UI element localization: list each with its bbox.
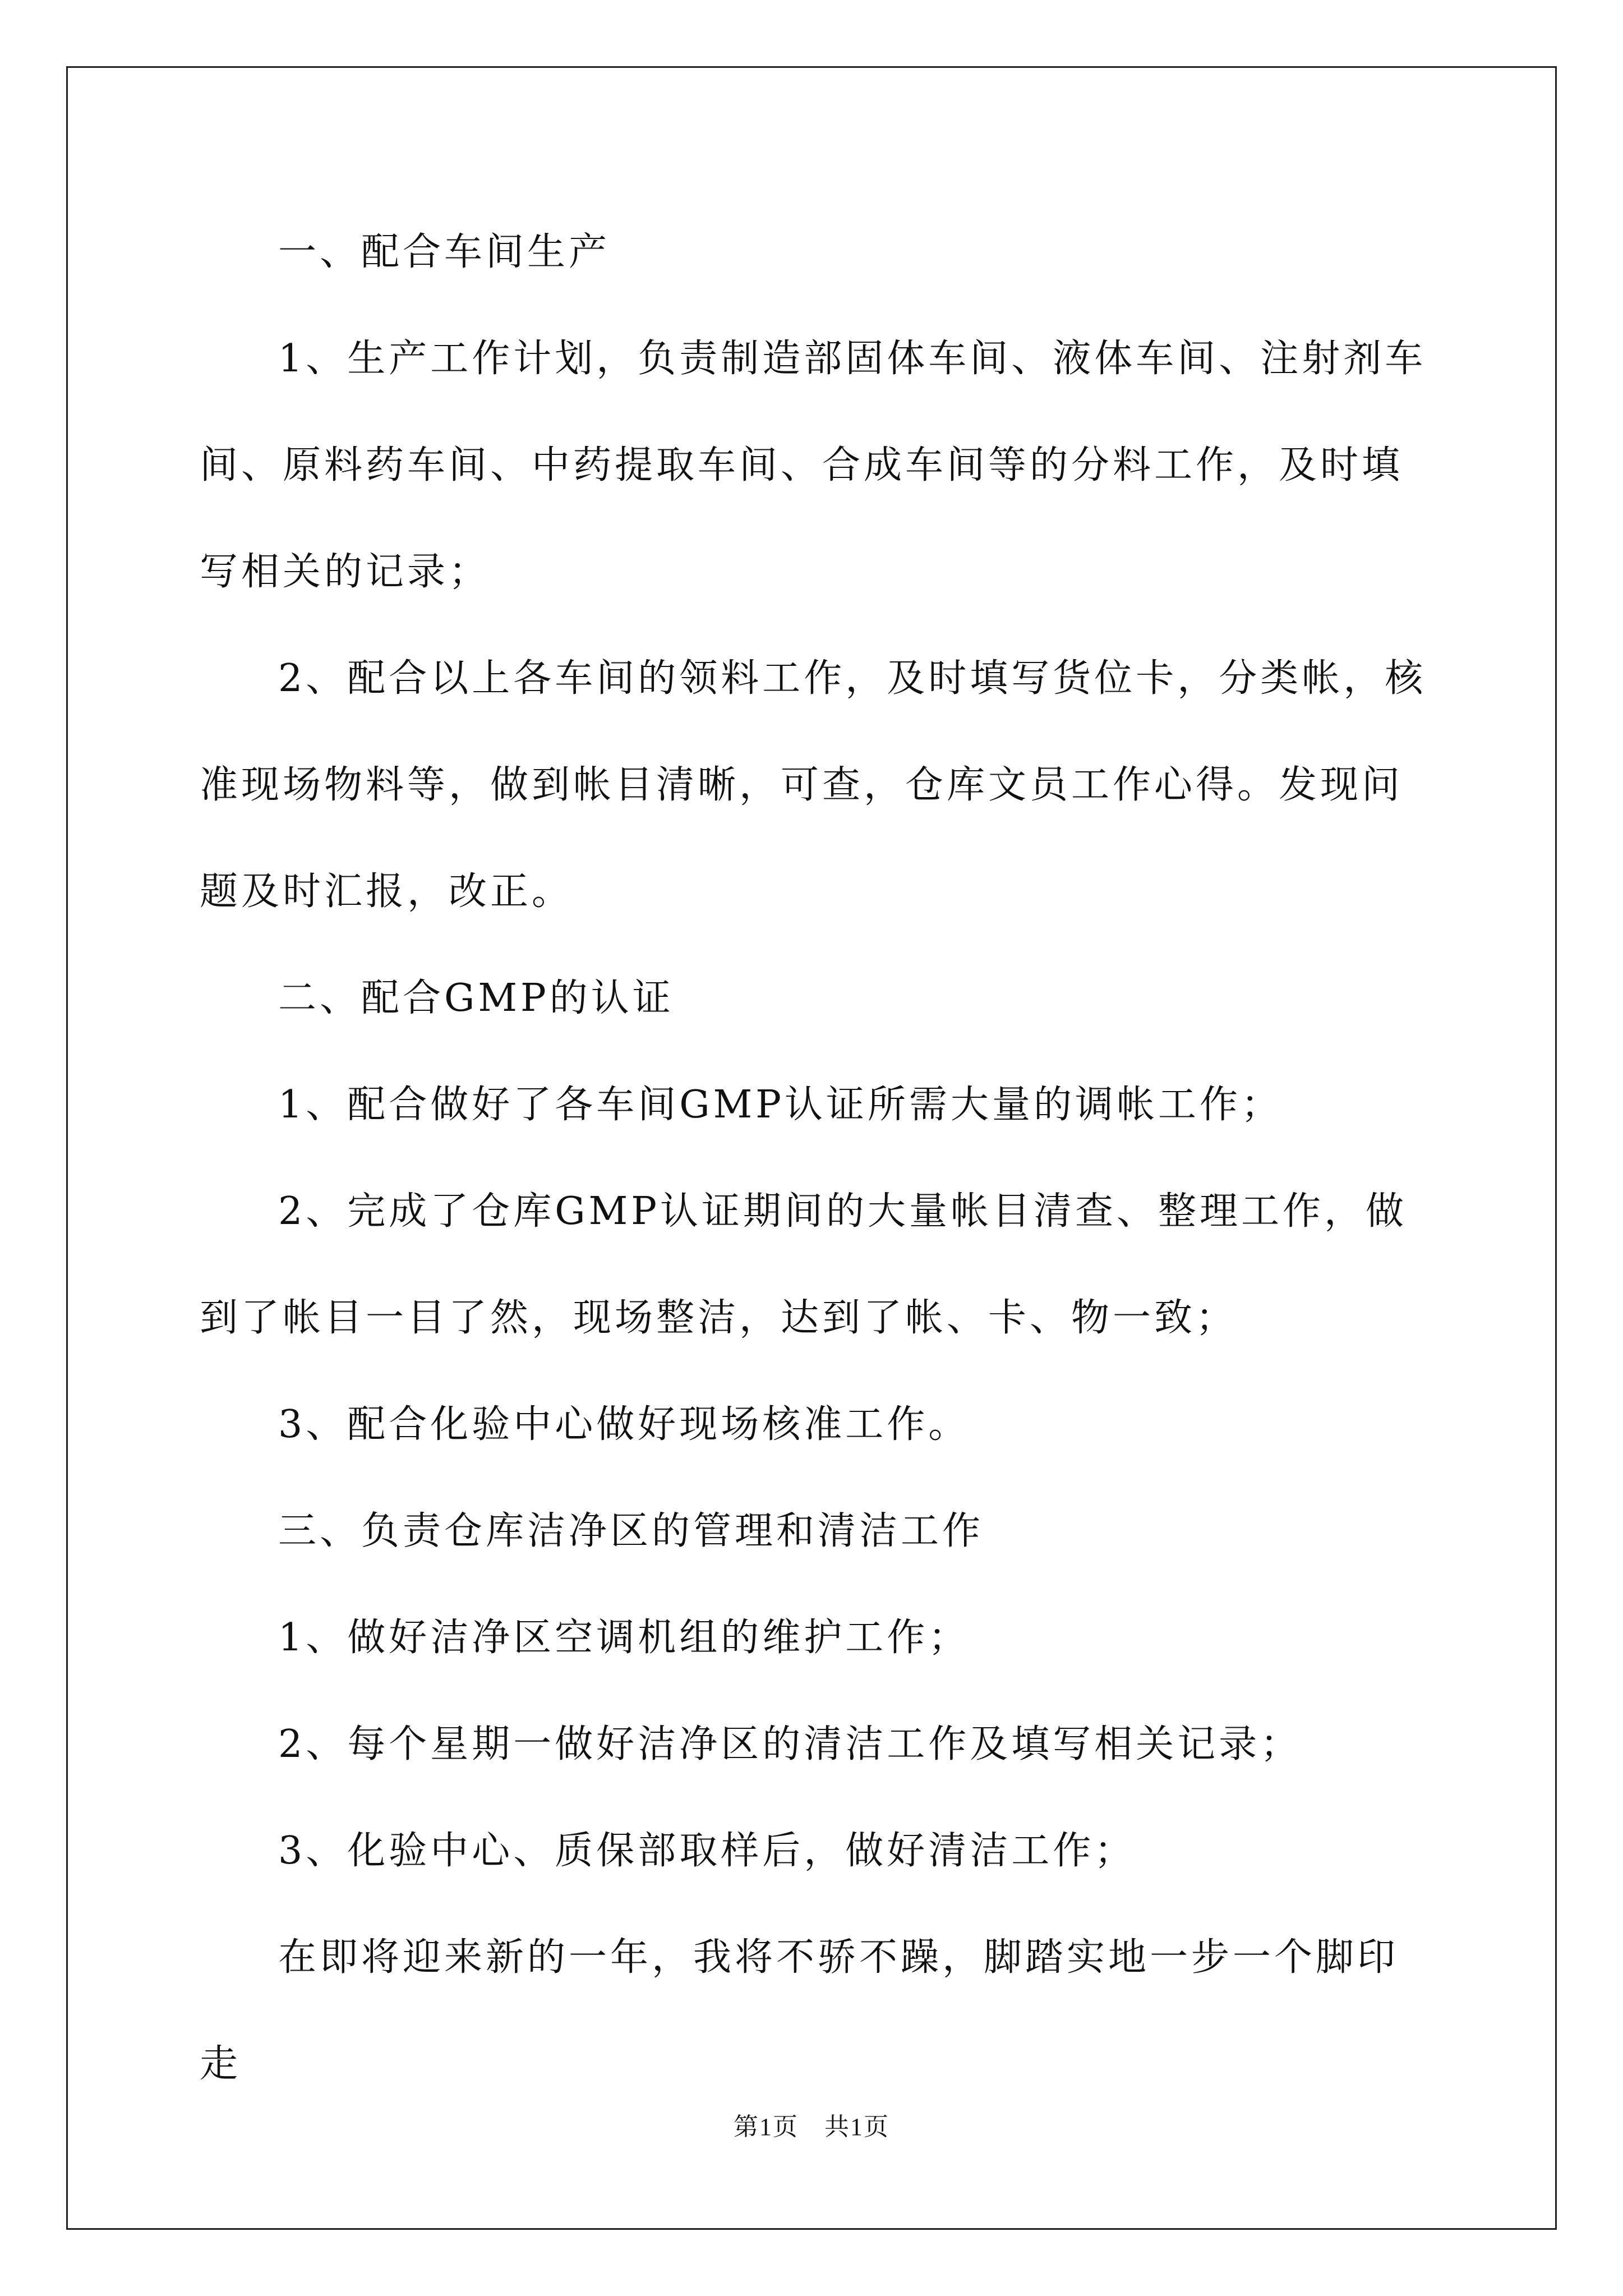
- closing-paragraph: 在即将迎来新的一年，我将不骄不躁，脚踏实地一步一个脚印走: [200, 1935, 1399, 2086]
- paragraph-1-1: 1、生产工作计划，负责制造部固体车间、液体车间、注射剂车间、原料药车间、中药提取车间、合成车间等的分料工作，及时填写相关的记录；: [200, 337, 1427, 594]
- paragraph-2-1: 1、配合做好了各车间GMP认证所需大量的调帐工作；: [278, 1083, 1283, 1127]
- paragraph-2-2: 2、完成了仓库GMP认证期间的大量帐目清查、整理工作，做到了帐目一目了然，现场整洁，达到了帐、卡、物一致；: [200, 1189, 1407, 1340]
- paragraph-3-3: 3、化验中心、质保部取样后，做好清洁工作；: [278, 1829, 1136, 1873]
- page-number-footer: 第1页 共1页: [734, 2113, 889, 2141]
- paragraph-3-2: 2、每个星期一做好洁净区的清洁工作及填写相关记录；: [278, 1722, 1302, 1766]
- paragraph-2-3: 3、配合化验中心做好现场核准工作。: [278, 1402, 970, 1447]
- paragraph-1-2: 2、配合以上各车间的领料工作，及时填写货位卡，分类帐，核准现场物料等，做到帐目清晰，可查，仓库文员工作心得。发现问题及时汇报，改正。: [200, 656, 1427, 914]
- section-heading-3: 三、负责仓库洁净区的管理和清洁工作: [278, 1509, 984, 1553]
- section-heading-1: 一、配合车间生产: [278, 230, 611, 274]
- section-heading-2: 二、配合GMP的认证: [278, 976, 674, 1020]
- paragraph-3-1: 1、做好洁净区空调机组的维护工作；: [278, 1616, 970, 1660]
